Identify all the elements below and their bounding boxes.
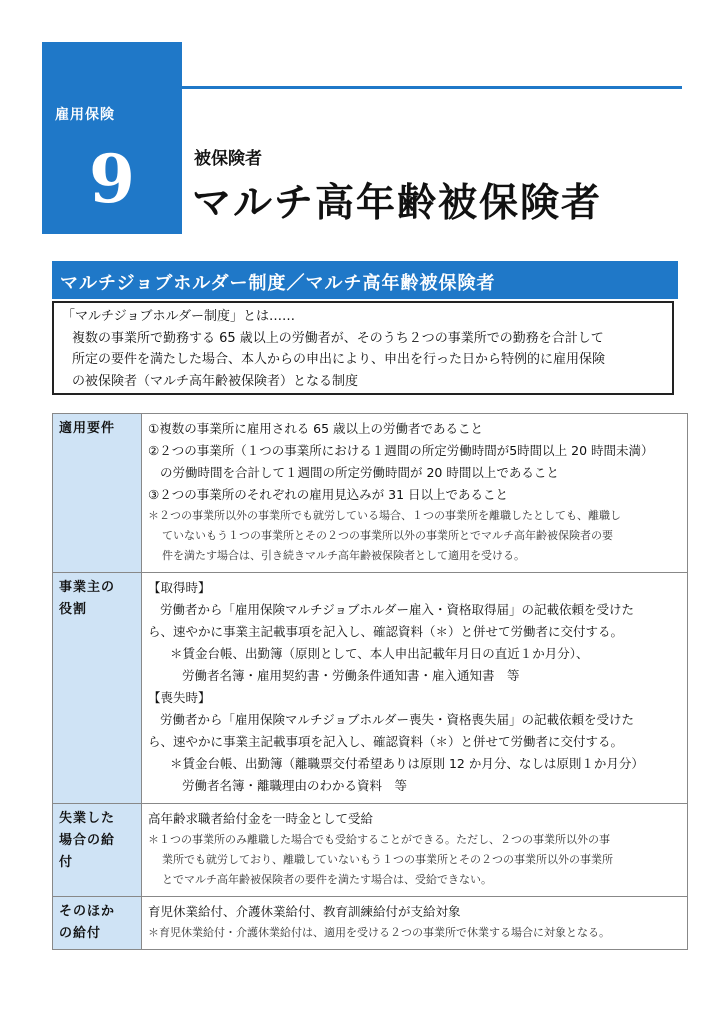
row-label-text: 付 — [59, 855, 74, 870]
table-row — [53, 414, 688, 573]
note-line: 業所でも就労しており、離職していないもう１つの事業所とその２つの事業所以外の事業所 — [162, 853, 613, 866]
note-line: 件を満たす場合は、引き続きマルチ高年齢被保険者として適用を受ける。 — [162, 549, 525, 562]
content-line: ②２つの事業所（１つの事業所における１週間の所定労働時間が5時間以上 20 時間未満） — [148, 443, 654, 458]
row-content — [142, 573, 688, 804]
header-rule — [182, 86, 682, 89]
row-content — [142, 897, 688, 950]
row-label-text: の給付 — [59, 926, 102, 941]
row-label — [53, 804, 142, 897]
note-line: とでマルチ高年齢被保険者の要件を満たす場合は、受給できない。 — [162, 873, 492, 886]
sub-line: 労働者名簿・雇用契約書・労働条件通知書・雇入通知書 等 — [182, 668, 520, 683]
page-subtitle: 被保険者 — [194, 149, 262, 169]
note-line: ＊１つの事業所のみ離職した場合でも受給することができる。ただし、２つの事業所以外の事 — [148, 833, 610, 846]
row-content — [142, 804, 688, 897]
sub-line: 労働者名簿・離職理由のわかる資料 等 — [182, 778, 408, 793]
definition-lead: 「マルチジョブホルダー制度」とは…… — [62, 309, 295, 324]
definition-box — [52, 301, 674, 395]
row-content — [142, 414, 688, 573]
table-row — [53, 897, 688, 950]
content-line: ら、速やかに事業主記載事項を記入し、確認資料（＊）と併せて労働者に交付する。 — [148, 624, 624, 639]
table-row — [53, 573, 688, 804]
content-line: 労働者から「雇用保険マルチジョブホルダー喪失・資格喪失届」の記載依頼を受けた — [160, 712, 635, 727]
sub-line: ＊賃金台帳、出勤簿（離職票交付希望ありは原則 12 か月分、なしは原則１か月分） — [170, 756, 644, 771]
content-line: 労働者から「雇用保険マルチジョブホルダー雇入・資格取得届」の記載依頼を受けた — [160, 602, 635, 617]
row-label-text: 事業主の — [59, 580, 116, 595]
content-line: ③２つの事業所のそれぞれの雇用見込みが 31 日以上であること — [148, 487, 509, 502]
definition-line: 所定の要件を満たした場合、本人からの申出により、申出を行った日から特例的に雇用保険 — [72, 352, 606, 367]
row-label — [53, 897, 142, 950]
row-label-text: 適用要件 — [59, 421, 116, 436]
row-label-text: 役割 — [59, 602, 88, 617]
definition-line: 複数の事業所で勤務する 65 歳以上の労働者が、そのうち２つの事業所での勤務を合計して — [72, 330, 604, 346]
note — [148, 923, 681, 943]
definition-line: の被保険者（マルチ高年齢被保険者）となる制度 — [72, 373, 359, 389]
loss-heading: 【喪失時】 — [148, 690, 211, 705]
content-line: 育児休業給付、介護休業給付、教育訓練給付が支給対象 — [148, 904, 461, 919]
note-line: ＊育児休業給付・介護休業給付は、適用を受ける２つの事業所で休業する場合に対象となる。 — [148, 926, 610, 939]
content-line: ①複数の事業所に雇用される 65 歳以上の労働者であること — [148, 421, 484, 436]
note-line: ていないもう１つの事業所とその２つの事業所以外の事業所とでマルチ高年齢被保険者の要 — [162, 529, 613, 542]
table-row — [53, 804, 688, 897]
chapter-number: 9 — [89, 140, 135, 218]
section-heading: マルチジョブホルダー制度／マルチ高年齢被保険者 — [60, 273, 496, 294]
row-label — [53, 573, 142, 804]
row-label-text: そのほか — [59, 904, 116, 919]
row-label — [53, 414, 142, 573]
note — [148, 830, 681, 890]
chapter-block — [42, 42, 182, 234]
note-line: ＊２つの事業所以外の事業所でも就労している場合、１つの事業所を離職したとしても、離職し — [148, 509, 621, 522]
content-line: の労働時間を合計して１週間の所定労働時間が 20 時間以上であること — [160, 465, 559, 480]
row-label-text: 場合の給 — [59, 833, 116, 848]
acquire-heading: 【取得時】 — [148, 580, 211, 595]
section-band — [52, 261, 678, 299]
note — [148, 506, 681, 566]
row-label-text: 失業した — [59, 811, 116, 826]
page-title: マルチ高年齢被保険者 — [192, 181, 603, 226]
sub-line: ＊賃金台帳、出勤簿（原則として、本人申出記載年月日の直近１か月分）、 — [170, 646, 589, 661]
requirements-table — [52, 413, 688, 950]
content-line: 高年齢求職者給付金を一時金として受給 — [148, 811, 374, 826]
chapter-category: 雇用保険 — [55, 107, 115, 123]
content-line: ら、速やかに事業主記載事項を記入し、確認資料（＊）と併せて労働者に交付する。 — [148, 734, 624, 749]
